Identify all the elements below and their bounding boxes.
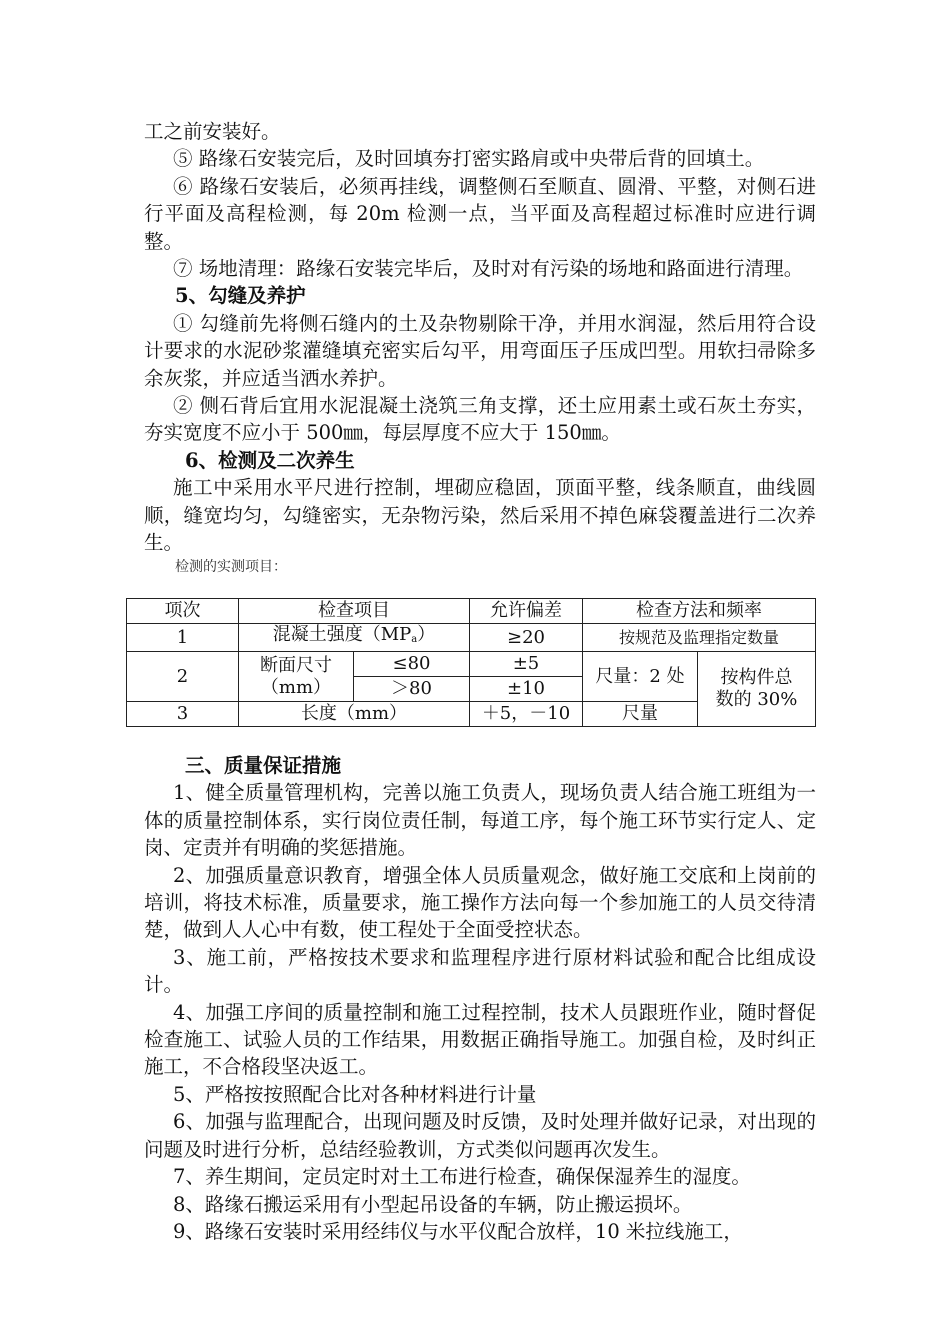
header-method: 检查方法和频率 [583, 599, 816, 624]
table-caption: 检测的实测项目： [175, 558, 287, 575]
row2-no: 2 [127, 652, 239, 702]
row2-condition-1: ≤80 [354, 652, 470, 677]
paragraph-jointing-2: ② 侧石背后宜用水泥混凝土浇筑三角支撑，还土应用素土或石灰土夯实，夯实宽度不应小于 500㎜，每层厚度不应大于 150㎜。 [144, 394, 816, 445]
header-no: 项次 [127, 599, 239, 624]
paragraph-jointing-1: ① 勾缝前先将侧石缝内的土及杂物剔除干净，并用水润湿，然后用符合设计要求的水泥砂浆灌缝填充密实后勾平，用弯面压子压成凹型。用软扫帚除多余灰浆，并应适当洒水养护。 [144, 311, 816, 390]
row3-no: 3 [127, 702, 239, 727]
row3-method: 尺量 [583, 702, 698, 727]
inspection-table [126, 598, 816, 727]
heading-inspection-curing: 6、检测及二次养生 [185, 448, 355, 472]
row2-tolerance-2: ±10 [470, 677, 583, 702]
row1-item: 混凝土强度$(MP_a)$ [239, 624, 470, 652]
paragraph-measure-9: 9、路缘石安装时采用经纬仪与水平仪配合放样，10 米拉线施工， [173, 1219, 743, 1243]
table-row [127, 652, 816, 677]
table-row [127, 624, 816, 652]
paragraph-item-5: ⑤ 路缘石安装完后，及时回填夯打密实路肩或中央带后背的回填土。 [173, 147, 765, 171]
row3-item: 长度（mm） [239, 702, 470, 727]
header-item: 检查项目 [239, 599, 470, 624]
paragraph-measure-6: 6、加强与监理配合，出现问题及时反馈，及时处理并做好记录，对出现的问题及时进行分析，总结经验教训，方式类似问题再次发生。 [144, 1110, 816, 1161]
section-quality-assurance [144, 752, 816, 1245]
paragraph-measure-8: 8、路缘石搬运采用有小型起吊设备的车辆，防止搬运损坏。 [173, 1192, 693, 1216]
row2-method: 尺量：2 处 [583, 652, 698, 702]
row1-method: 按规范及监理指定数量 [583, 624, 816, 652]
paragraph-item-6: ⑥ 路缘石安装后，必须再挂线，调整侧石至顺直、圆滑、平整，对侧石进行平面及高程检测，每 20m 检测一点，当平面及高程超过标准时应进行调整。 [144, 174, 816, 253]
row1-no: 1 [127, 624, 239, 652]
paragraph-measure-5: 5、严格按按照配合比对各种材料进行计量 [173, 1082, 537, 1106]
table-header-row [127, 599, 816, 624]
row2-item: 断面尺寸 （mm） [239, 652, 354, 702]
section-curb-installation [144, 118, 816, 577]
row2-condition-2: ＞80 [354, 677, 470, 702]
paragraph-measure-3: 3、施工前，严格按技术要求和监理程序进行原材料试验和配合比组成设计。 [144, 945, 816, 997]
paragraph-measure-2: 2、加强质量意识教育，增强全体人员质量观念，做好施工交底和上岗前的培训，将技术标准，质量要求，施工操作方法向每一个参加施工的人员交待清楚，做到人人心中有数，使工程处于全面受控状态。 [144, 863, 816, 942]
row3-tolerance: ＋5，－10 [470, 702, 583, 727]
paragraph-continuation: 工之前安装好。 [144, 120, 281, 143]
paragraph-measure-1: 1、健全质量管理机构，完善以施工负责人，现场负责人结合施工班组为一体的质量控制体系，实行岗位责任制，每道工序，每个施工环节实行定人、定岗、定责并有明确的奖惩措施。 [144, 781, 816, 860]
paragraph-inspection: 施工中采用水平尺进行控制，埋砌应稳固，顶面平整，线条顺直，曲线圆顺，缝宽均匀，勾缝密实，无杂物污染，然后采用不掉色麻袋覆盖进行二次养生。 [144, 476, 816, 555]
paragraph-item-7: ⑦ 场地清理：路缘石安装完毕后，及时对有污染的场地和路面进行清理。 [173, 257, 804, 281]
row1-tolerance: ≥20 [470, 624, 583, 652]
heading-jointing-curing: 5、勾缝及养护 [175, 284, 306, 308]
row2-tolerance-1: ±5 [470, 652, 583, 677]
header-tolerance: 允许偏差 [470, 599, 583, 624]
heading-quality-assurance: 三、质量保证措施 [185, 754, 342, 777]
paragraph-measure-4: 4、加强工序间的质量控制和施工过程控制，技术人员跟班作业，随时督促检查施工、试验人员的工作结果，用数据正确指导施工。加强自检，及时纠正施工，不合格段坚决返工。 [144, 1000, 816, 1079]
frequency-cell: 按构件总数的 30% [698, 652, 816, 727]
paragraph-measure-7: 7、养生期间，定员定时对土工布进行检查，确保保湿养生的湿度。 [173, 1165, 751, 1189]
